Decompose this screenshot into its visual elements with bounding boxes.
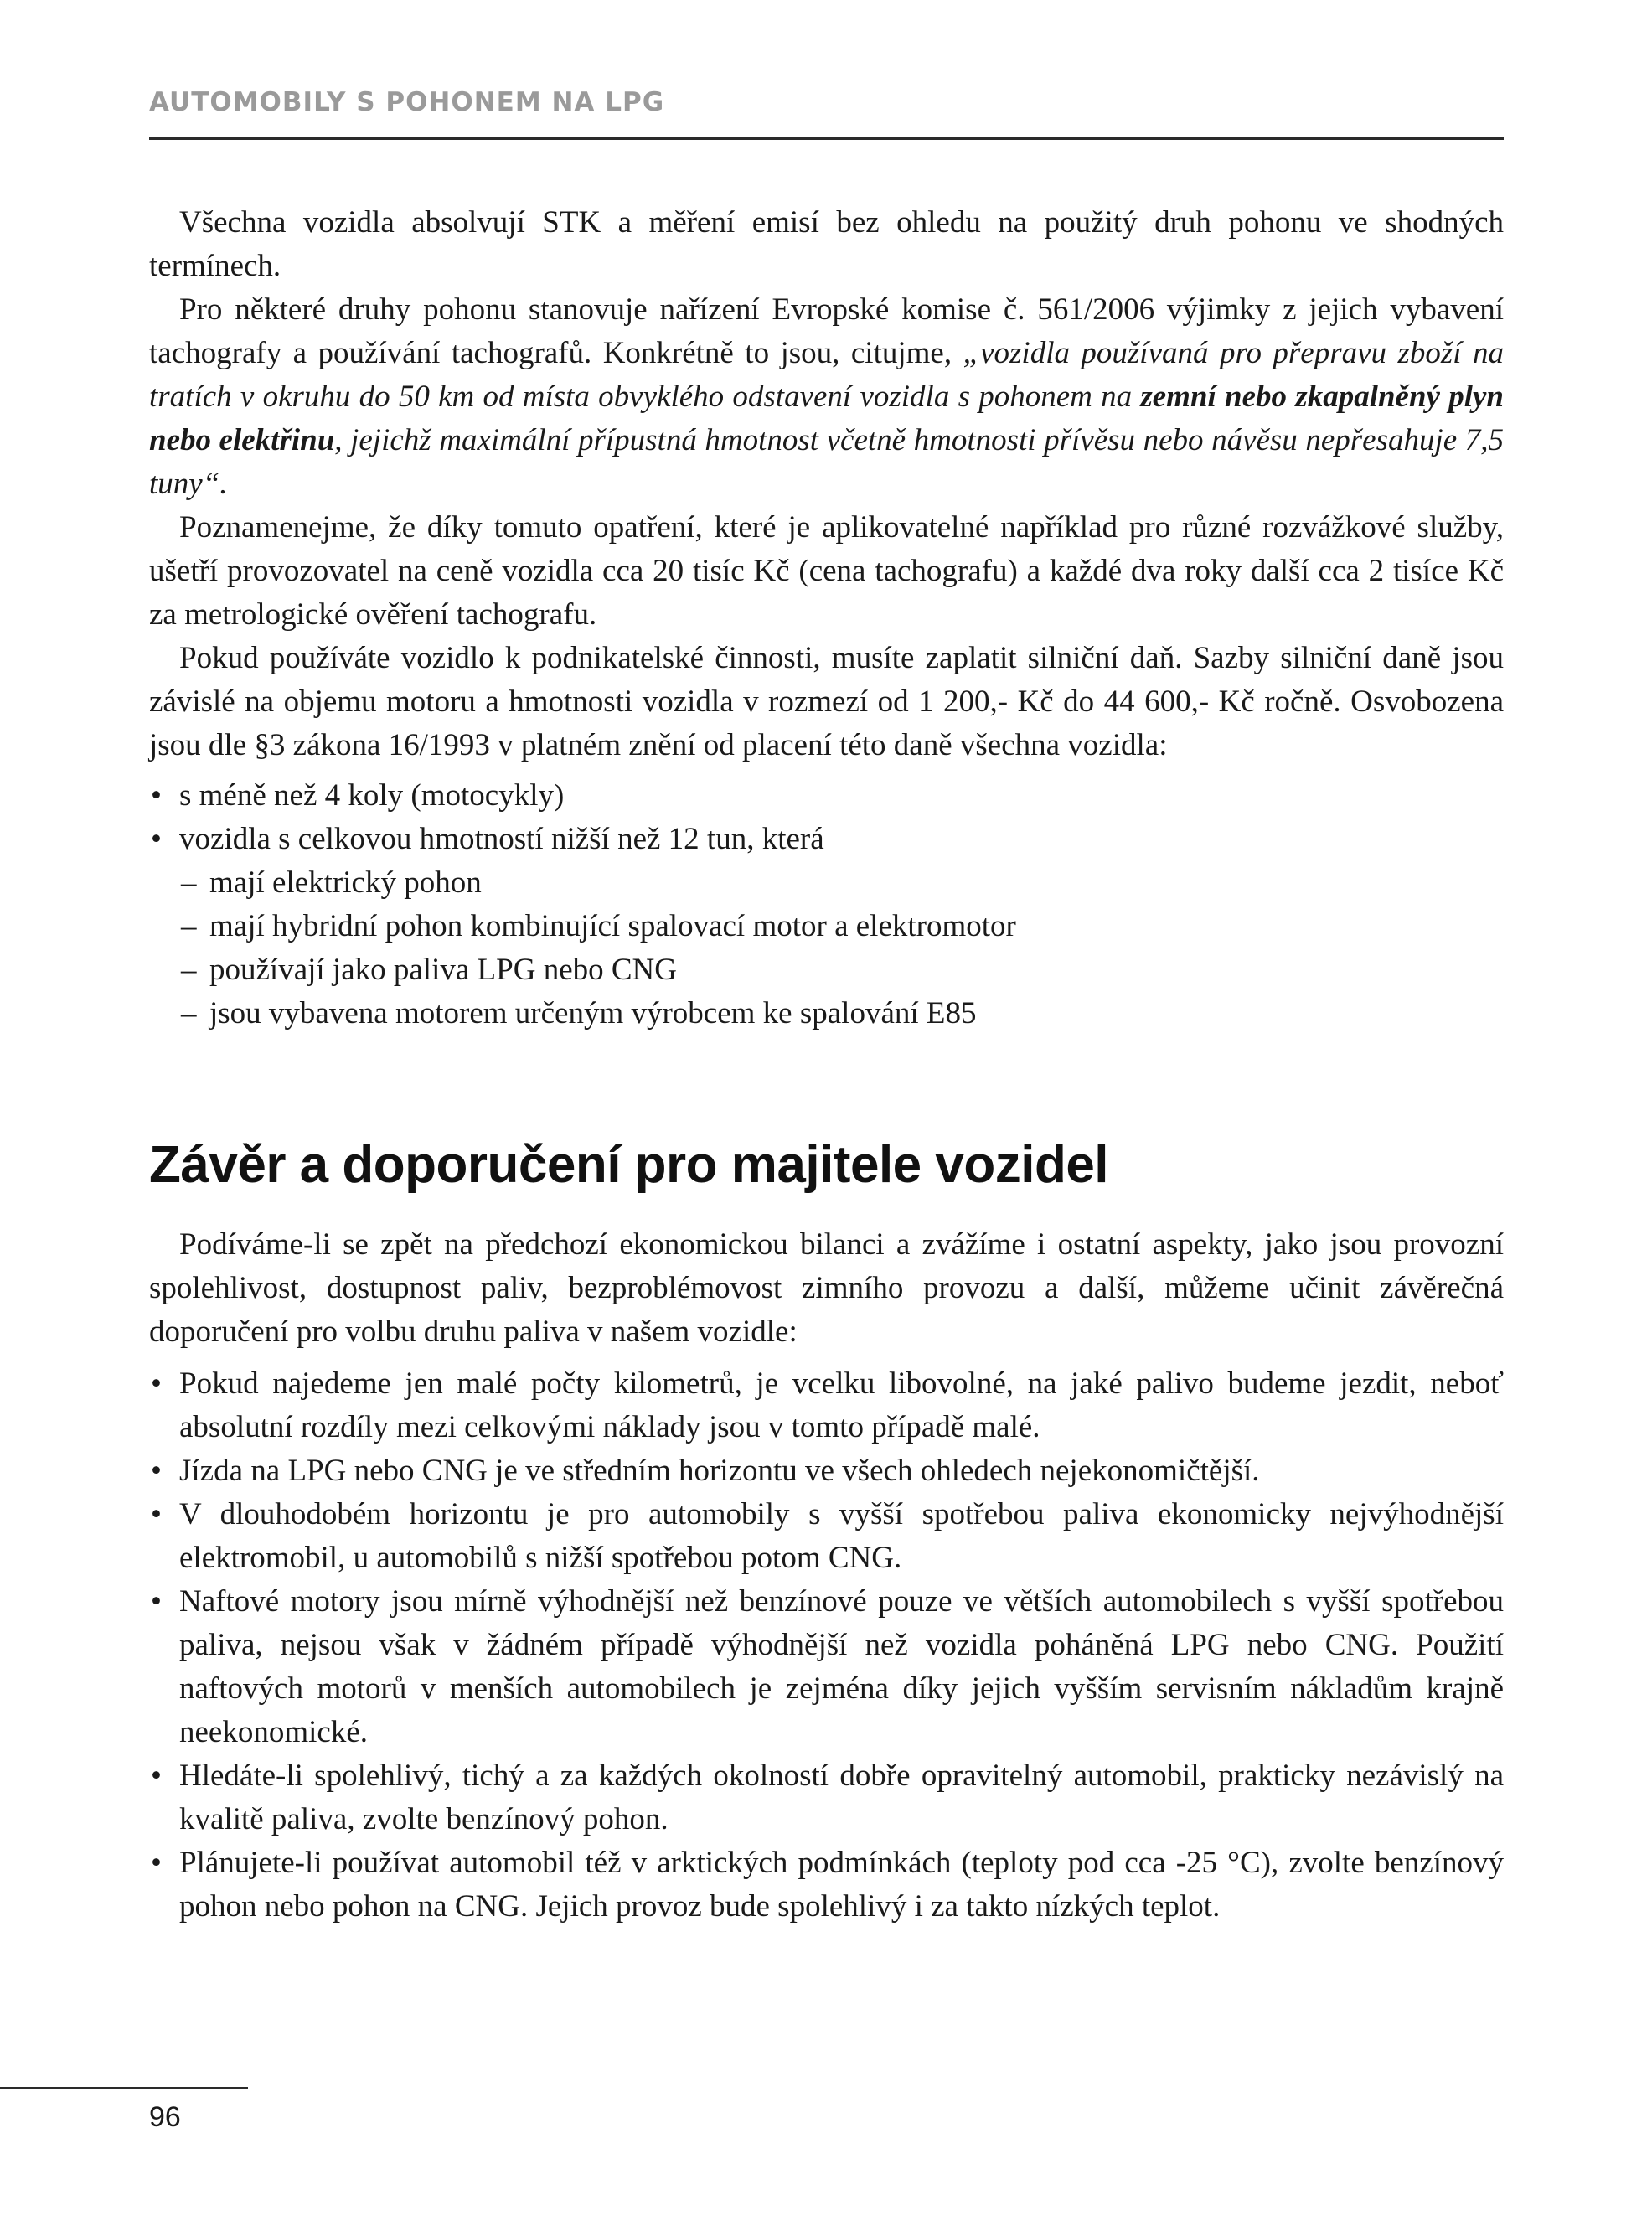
list-item: • s méně než 4 koly (motocykly) (149, 774, 1504, 818)
sublist-item: – jsou vybavena motorem určeným výrobcem ke spalování E85 (179, 992, 1504, 1036)
recommendation-list (149, 1362, 1504, 1929)
paragraph-road-tax: Pokud používáte vozidlo k podnikatelské činnosti, musíte zaplatit silniční daň. Sazby silniční daně jsou závislé na objemu motoru a hmotnosti vozidla v rozmezí od 1 200,- Kč do 44 600,- Kč ročně. Osvobozena jsou dle §3 zákona 16/1993 v platném znění od placení této daně všechna vozidla: (149, 641, 1504, 762)
sublist-item: – mají elektrický pohon (179, 861, 1504, 905)
page-number: 96 (149, 2101, 181, 2133)
list-item: • V dlouhodobém horizontu je pro automobily s vyšší spotřebou paliva ekonomicky nejvýhodnější elektromobil, u automobilů s nižší spotřebou potom CNG. (149, 1493, 1504, 1580)
page-content (149, 201, 1504, 1929)
list-item: • Pokud najedeme jen malé počty kilometrů, je vcelku libovolné, na jaké palivo budeme jezdit, neboť absolutní rozdíly mezi celkovými náklady jsou v tomto případě malé. (149, 1362, 1504, 1449)
footer-rule (0, 2087, 248, 2089)
sublist-item: – používají jako paliva LPG nebo CNG (179, 948, 1504, 992)
paragraph-savings: Poznamenejme, že díky tomuto opatření, které je aplikovatelné například pro různé rozvážkové služby, ušetří provozovatel na ceně vozidla cca 20 tisíc Kč (cena tachografu) a každé dva roky další cca 2 tisíce Kč za metrologické ověření tachografu. (149, 510, 1504, 632)
running-head: AUTOMOBILY S POHONEM NA LPG (149, 87, 665, 117)
quote-end: , jejichž maximální přípustná hmotnost včetně hmotnosti přívěsu nebo návěsu nepřesahuje 7,5 tuny“. (149, 423, 1504, 501)
list-item: • Jízda na LPG nebo CNG je ve středním horizontu ve všech ohledech nejekonomičtější. (149, 1449, 1504, 1493)
list-item-text: vozidla s celkovou hmotností nižší než 12 tun, která (179, 822, 824, 856)
paragraph-section-intro: Podíváme-li se zpět na předchozí ekonomickou bilanci a zvážíme i ostatní aspekty, jako jsou provozní spolehlivost, dostupnost paliv, bezproblémovost zimního provozu a další, můžeme učinit závěrečná doporučení pro volbu druhu paliva v našem vozidle: (149, 1227, 1504, 1349)
quote-emphasis: zemní nebo zkapalněný plyn nebo elektřinu (149, 380, 1504, 457)
exemption-sublist (179, 861, 1504, 1036)
tachograph-lead: Pro některé druhy pohonu stanovuje nařízení Evropské komise č. 561/2006 výjimky z jejich vybavení tachografy a používání tachografů. Konkrétně to jsou, citujme, (149, 292, 1504, 370)
sublist-item: – mají hybridní pohon kombinující spalovací motor a elektromotor (179, 905, 1504, 948)
quote-start: „vozidla používaná pro přepravu zboží na tratích v okruhu do 50 km od místa obvyklého odstavení vozidla s pohonem na (149, 336, 1504, 414)
exemption-list (149, 774, 1504, 1036)
section-title: Závěr a doporučení pro majitele vozidel (149, 1136, 1109, 1194)
list-item: • Plánujete-li používat automobil též v arktických podmínkách (teploty pod cca -25 °C), zvolte benzínový pohon nebo pohon na CNG. Jejich provoz bude spolehlivý i za takto nízkých teplot. (149, 1841, 1504, 1929)
list-item: • Hledáte-li spolehlivý, tichý a za každých okolností dobře opravitelný automobil, prakticky nezávislý na kvalitě paliva, zvolte benzínový pohon. (149, 1754, 1504, 1841)
paragraph-tachograph (149, 288, 1504, 506)
header-rule (149, 137, 1504, 140)
paragraph-stk: Všechna vozidla absolvují STK a měření emisí bez ohledu na použitý druh pohonu ve shodných termínech. (149, 205, 1504, 283)
list-item: • Naftové motory jsou mírně výhodnější než benzínové pouze ve větších automobilech s vyšší spotřebou paliva, nejsou však v žádném případě výhodnější než vozidla poháněná LPG nebo CNG. Použití naftových motorů v menších automobilech je zejména díky jejich vyšším servisním nákladům krajně neekonomické. (149, 1580, 1504, 1754)
list-item (149, 818, 1504, 1036)
